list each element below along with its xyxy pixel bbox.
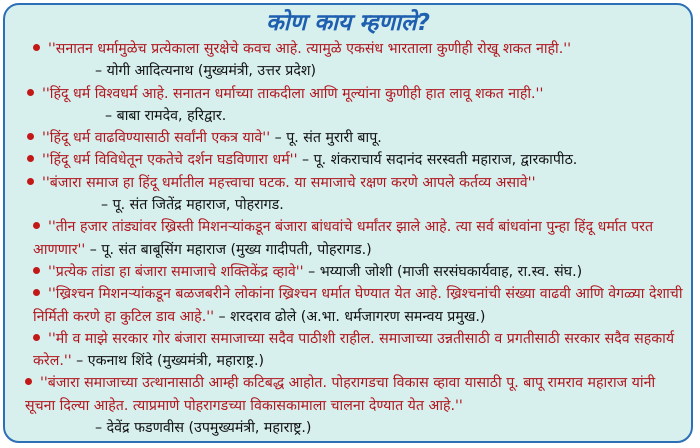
bullet-icon (25, 378, 32, 385)
quote-attribution: – पू. संत मुरारी बापू. (270, 130, 382, 147)
quote-attribution: – शरदराव ढोले (अ.भा. धर्मजागरण समन्वय प्रमुख.) (214, 308, 486, 325)
quotes-panel (3, 3, 693, 443)
quote-text: ''हिंदू धर्म वाढविण्यासाठी सर्वांनी एकत्र यावे'' (42, 130, 271, 147)
quote-item (5, 127, 691, 149)
quote-text: ''हिंदू धर्म विविधेतून एकतेचे दर्शन घडविणारा धर्म'' (42, 152, 298, 169)
quote-item (5, 172, 691, 217)
quote-attribution: – पू. शंकराचार्य सदानंद सरस्वती महाराज, द्वारकापीठ. (297, 152, 578, 169)
quote-item (5, 216, 691, 261)
quote-text: ''बंजारा समाजाच्या उत्थानासाठी आम्ही कटिबद्ध आहोत. पोहरागडचा विकास व्हावा यासाठी पू. बापू रामराव महाराज यांनी सूचना दिल्या आहेत. त्याप्रमाणे पोहरागडच्या विकासकामाला चालना देण्यात येत आहे.'' (25, 375, 656, 414)
quote-text: ''बंजारा समाज हा हिंदू धर्मातील महत्त्वाचा घटक. या समाजाचे रक्षण करणे आपले कर्तव्य असावे'' (42, 174, 536, 191)
bullet-icon (33, 289, 40, 296)
quote-attribution: – योगी आदित्यनाथ (मुख्यमंत्री, उत्तर प्रदेश) (95, 63, 317, 80)
quote-text: ''प्रत्येक तांडा हा बंजारा समाजाचे शक्तिकेंद्र व्हावे'' (48, 263, 304, 280)
bullet-icon (27, 89, 34, 96)
quote-item (5, 283, 691, 328)
quote-attribution: – एकनाथ शिंदे (मुख्यमंत्री, महाराष्ट्र.) (71, 353, 265, 370)
bullet-icon (27, 133, 34, 140)
bullet-icon (27, 178, 34, 185)
quote-item (5, 83, 691, 128)
quote-attribution: – बाबा रामदेव, हरिद्वार. (105, 107, 227, 124)
quote-item (5, 372, 691, 439)
bullet-icon (33, 222, 40, 229)
quote-item (5, 328, 691, 373)
quote-text: ''तीन हजार तांड्यांवर ख्रिस्ती मिशनऱ्यांकडून बंजारा बांधवांचे धर्मांतर झाले आहे. त्या सर्व बांधवांना पुन्हा हिंदू धर्मात परत आणणार'' (33, 219, 654, 258)
quote-text: ''सनातन धर्मामुळेच प्रत्येकाला सुरक्षेचे कवच आहे. त्यामुळे एकसंध भारताला कुणीही रोखू शकत नाही.'' (48, 41, 572, 57)
quote-item (5, 149, 691, 171)
bullet-icon (27, 155, 34, 162)
quote-text: ''मी व माझे सरकार गोर बंजारा समाजाच्या सदैव पाठीशी राहील. समाजाच्या उन्नतीसाठी व प्रगतीसाठी सरकार सदैव सहकार्य करेल.'' (33, 330, 675, 370)
bullet-icon (33, 334, 40, 341)
quote-attribution: – पू. संत बाबूसिंग महाराज (मुख्य गादीपती, पोहरागड.) (85, 241, 372, 258)
quote-item (5, 38, 691, 83)
panel-title: कोण काय म्हणाले? (266, 10, 430, 36)
quote-attribution: – देवेंद्र फडणवीस (उपमुख्यमंत्री, महाराष्ट्र.) (95, 420, 312, 437)
bullet-icon (33, 267, 40, 274)
quote-list (5, 38, 691, 439)
quote-attribution: – भय्याजी जोशी (माजी सरसंघकार्यवाह, रा.स्व. संघ.) (303, 263, 583, 280)
quote-text: ''हिंदू धर्म विश्वधर्म आहे. सनातन धर्माच्या ताकदीला आणि मूल्यांना कुणीही हात लावू शकत नाही.'' (42, 85, 544, 102)
bullet-icon (33, 44, 40, 51)
quote-attribution: – पू. संत जितेंद्र महाराज, पोहरागड. (101, 197, 284, 214)
quote-item (5, 261, 691, 283)
quote-text: ''ख्रिश्चन मिशनऱ्यांकडून बळजबरीने लोकांना ख्रिश्चन धर्मात घेण्यात येत आहे. ख्रिश्चनांची संख्या वाढवी आणि वेगळ्या देशाची निर्मिती करणे हा कुटिल डाव आहे.'' (33, 286, 683, 325)
